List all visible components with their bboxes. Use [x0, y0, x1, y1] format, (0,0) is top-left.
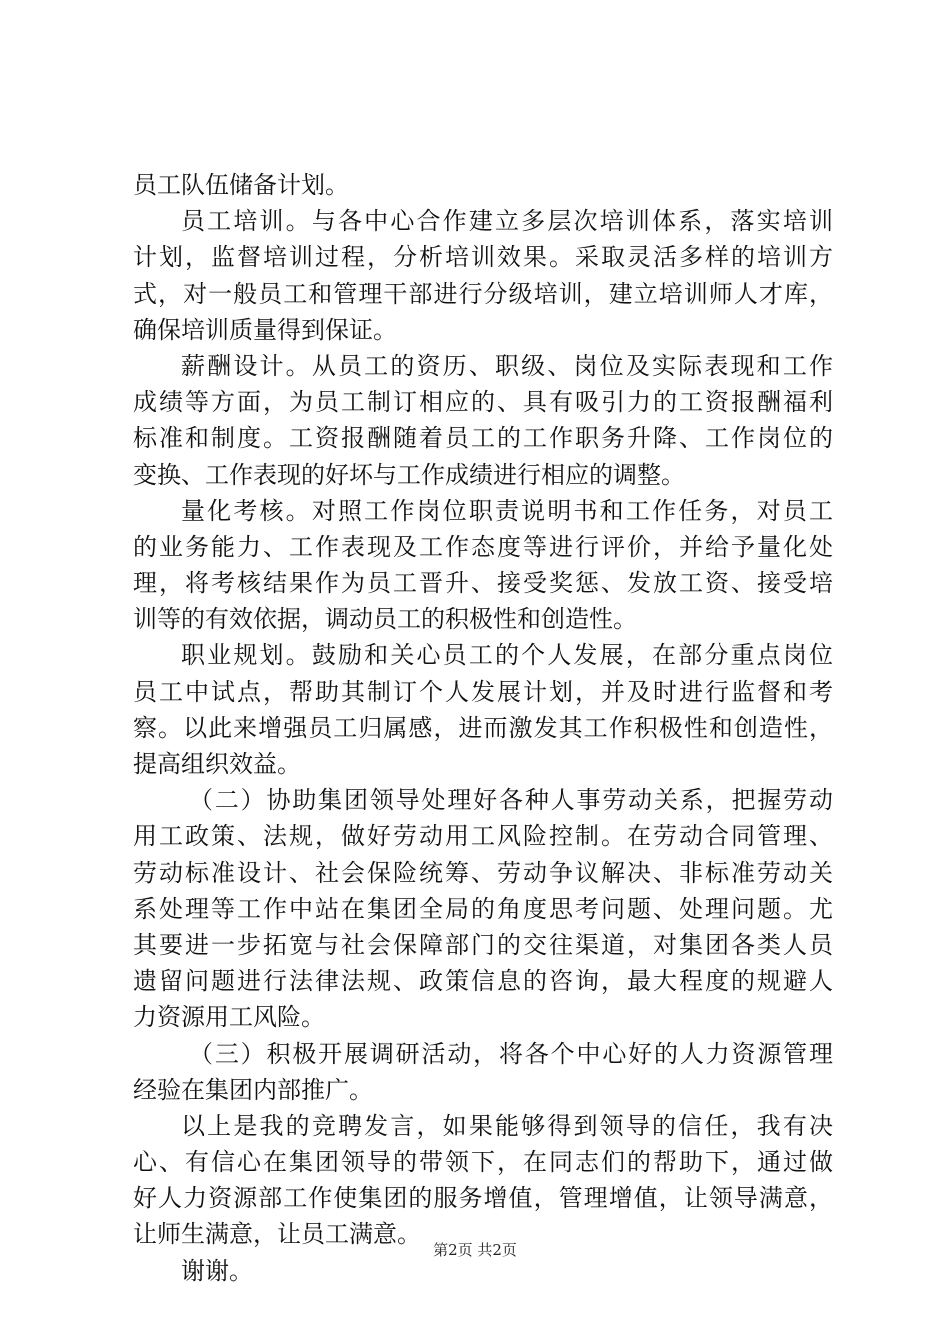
text-line: 劳动标准设计、社会保险统筹、劳动争议解决、非标准劳动关 [133, 858, 833, 887]
text-line: 成绩等方面，为员工制订相应的、具有吸引力的工资报酬福利 [133, 388, 833, 417]
text-line: 变换、工作表现的好坏与工作成绩进行相应的调整。 [133, 460, 685, 489]
text-line: （二）协助集团领导处理好各种人事劳动关系，把握劳动 [189, 786, 833, 815]
text-line: 力资源用工风险。 [133, 1003, 325, 1032]
text-line: 以上是我的竞聘发言，如果能够得到领导的信任，我有决 [181, 1111, 833, 1140]
text-line: 好人力资源部工作使集团的服务增值，管理增值，让领导满意， [133, 1184, 833, 1213]
text-line: 标准和制度。工资报酬随着员工的工作职务升降、工作岗位的 [133, 424, 833, 453]
text-line: 薪酬设计。从员工的资历、职级、岗位及实际表现和工作 [181, 351, 833, 380]
text-line: 员工队伍储备计划。 [133, 171, 349, 199]
text-line: 训等的有效依据，调动员工的积极性和创造性。 [133, 605, 637, 634]
text-line: 用工政策、法规，做好劳动用工风险控制。在劳动合同管理、 [133, 822, 833, 851]
text-line: 计划，监督培训过程，分析培训效果。采取灵活多样的培训方 [133, 243, 833, 272]
text-line: 提高组织效益。 [133, 750, 301, 778]
text-line: 经验在集团内部推广。 [133, 1075, 373, 1104]
text-line: 遗留问题进行法律法规、政策信息的咨询，最大程度的规避人 [133, 967, 833, 996]
text-line: 其要进一步拓宽与社会保障部门的交往渠道，对集团各类人员 [133, 930, 833, 959]
text-line: 确保培训质量得到保证。 [133, 315, 397, 344]
text-line: 谢谢。 [181, 1256, 253, 1285]
text-line: （三）积极开展调研活动，将各个中心好的人力资源管理 [189, 1039, 833, 1068]
text-line: 系处理等工作中站在集团全局的角度思考问题、处理问题。尤 [133, 894, 833, 923]
text-line: 员工培训。与各中心合作建立多层次培训体系，落实培训 [181, 207, 833, 236]
text-line: 理，将考核结果作为员工晋升、接受奖惩、发放工资、接受培 [133, 569, 833, 598]
page-footer: 第2页 共2页 [433, 1241, 517, 1259]
text-line: 让师生满意，让员工满意。 [133, 1220, 421, 1249]
text-line: 察。以此来增强员工归属感，进而激发其工作积极性和创造性， [133, 713, 833, 742]
text-line: 量化考核。对照工作岗位职责说明书和工作任务，对员工 [181, 496, 833, 525]
text-line: 心、有信心在集团领导的带领下，在同志们的帮助下，通过做 [133, 1148, 833, 1177]
text-line: 的业务能力、工作表现及工作态度等进行评价，并给予量化处 [133, 532, 833, 561]
body-text [133, 167, 833, 1289]
text-line: 员工中试点，帮助其制订个人发展计划，并及时进行监督和考 [133, 677, 833, 706]
text-line: 职业规划。鼓励和关心员工的个人发展，在部分重点岗位 [181, 641, 833, 670]
text-line: 式，对一般员工和管理干部进行分级培训，建立培训师人才库， [133, 279, 833, 308]
